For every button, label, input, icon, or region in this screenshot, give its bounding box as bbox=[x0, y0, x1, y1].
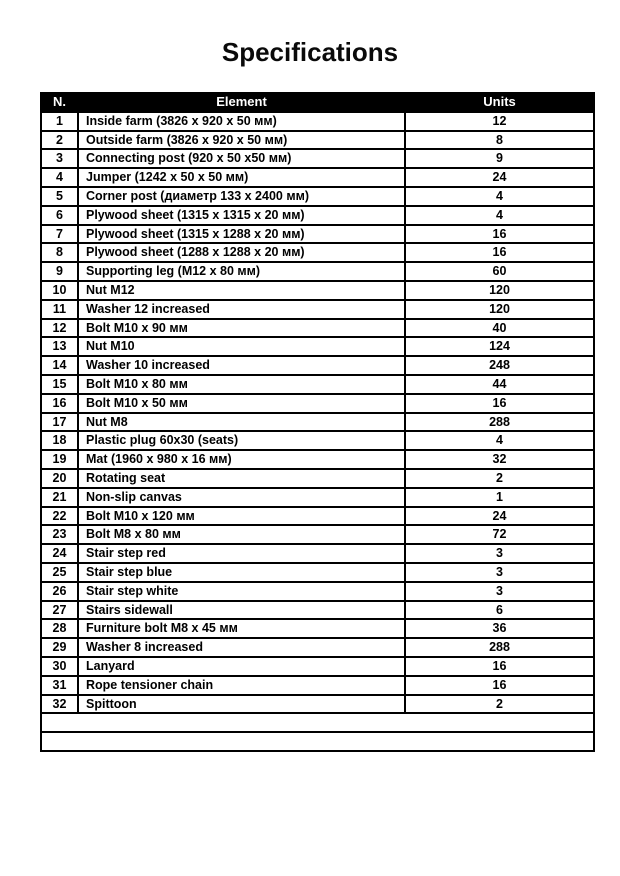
table-row bbox=[41, 281, 594, 300]
row-units-cell: 44 bbox=[405, 375, 594, 394]
table-row bbox=[41, 619, 594, 638]
table-row bbox=[41, 676, 594, 695]
row-number-cell: 22 bbox=[41, 507, 78, 526]
row-element-cell: Stair step blue bbox=[78, 563, 405, 582]
row-units-cell: 3 bbox=[405, 582, 594, 601]
row-units-cell: 32 bbox=[405, 450, 594, 469]
row-element-cell: Inside farm (3826 x 920 x 50 мм) bbox=[78, 112, 405, 131]
row-number-cell: 6 bbox=[41, 206, 78, 225]
row-element-cell: Nut M10 bbox=[78, 337, 405, 356]
row-units-cell: 12 bbox=[405, 112, 594, 131]
table-row bbox=[41, 168, 594, 187]
row-number-cell: 13 bbox=[41, 337, 78, 356]
row-units-cell: 8 bbox=[405, 131, 594, 150]
row-element-cell: Nut M8 bbox=[78, 413, 405, 432]
row-element-cell: Mat (1960 x 980 x 16 мм) bbox=[78, 450, 405, 469]
specifications-table bbox=[40, 92, 595, 752]
table-row bbox=[41, 695, 594, 714]
row-number-cell: 17 bbox=[41, 413, 78, 432]
row-units-cell: 1 bbox=[405, 488, 594, 507]
table-row bbox=[41, 582, 594, 601]
row-element-cell: Stairs sidewall bbox=[78, 601, 405, 620]
row-number-cell: 3 bbox=[41, 149, 78, 168]
table-row bbox=[41, 356, 594, 375]
row-number-cell: 19 bbox=[41, 450, 78, 469]
row-number-cell: 7 bbox=[41, 225, 78, 244]
row-number-cell: 29 bbox=[41, 638, 78, 657]
empty-row bbox=[41, 732, 594, 751]
row-element-cell: Bolt M10 x 80 мм bbox=[78, 375, 405, 394]
row-number-cell: 31 bbox=[41, 676, 78, 695]
row-element-cell: Bolt M8 x 80 мм bbox=[78, 525, 405, 544]
row-units-cell: 9 bbox=[405, 149, 594, 168]
table-row bbox=[41, 469, 594, 488]
row-element-cell: Lanyard bbox=[78, 657, 405, 676]
column-header-element: Element bbox=[78, 93, 405, 112]
table-row bbox=[41, 544, 594, 563]
row-number-cell: 14 bbox=[41, 356, 78, 375]
row-element-cell: Plywood sheet (1315 x 1315 x 20 мм) bbox=[78, 206, 405, 225]
table-row bbox=[41, 149, 594, 168]
row-units-cell: 4 bbox=[405, 431, 594, 450]
table-row bbox=[41, 243, 594, 262]
row-number-cell: 28 bbox=[41, 619, 78, 638]
table-row bbox=[41, 375, 594, 394]
table-row bbox=[41, 206, 594, 225]
table-header bbox=[41, 93, 594, 112]
row-number-cell: 25 bbox=[41, 563, 78, 582]
row-units-cell: 40 bbox=[405, 319, 594, 338]
table-row bbox=[41, 525, 594, 544]
table-body bbox=[41, 112, 594, 751]
row-element-cell: Supporting leg (M12 x 80 мм) bbox=[78, 262, 405, 281]
row-units-cell: 3 bbox=[405, 544, 594, 563]
row-units-cell: 16 bbox=[405, 394, 594, 413]
row-number-cell: 21 bbox=[41, 488, 78, 507]
row-units-cell: 24 bbox=[405, 168, 594, 187]
row-number-cell: 12 bbox=[41, 319, 78, 338]
row-number-cell: 30 bbox=[41, 657, 78, 676]
table-row bbox=[41, 507, 594, 526]
row-number-cell: 10 bbox=[41, 281, 78, 300]
row-element-cell: Stair step red bbox=[78, 544, 405, 563]
table-row bbox=[41, 638, 594, 657]
row-units-cell: 24 bbox=[405, 507, 594, 526]
row-units-cell: 4 bbox=[405, 187, 594, 206]
row-units-cell: 16 bbox=[405, 225, 594, 244]
row-element-cell: Plastic plug 60x30 (seats) bbox=[78, 431, 405, 450]
row-units-cell: 6 bbox=[405, 601, 594, 620]
table-row bbox=[41, 337, 594, 356]
row-element-cell: Rotating seat bbox=[78, 469, 405, 488]
row-units-cell: 16 bbox=[405, 657, 594, 676]
row-element-cell: Washer 8 increased bbox=[78, 638, 405, 657]
row-element-cell: Connecting post (920 x 50 x50 мм) bbox=[78, 149, 405, 168]
row-units-cell: 288 bbox=[405, 638, 594, 657]
row-element-cell: Non-slip canvas bbox=[78, 488, 405, 507]
row-number-cell: 16 bbox=[41, 394, 78, 413]
row-number-cell: 4 bbox=[41, 168, 78, 187]
table-row bbox=[41, 112, 594, 131]
row-units-cell: 248 bbox=[405, 356, 594, 375]
table-row bbox=[41, 601, 594, 620]
table-row bbox=[41, 431, 594, 450]
row-element-cell: Spittoon bbox=[78, 695, 405, 714]
header-row bbox=[41, 93, 594, 112]
row-element-cell: Washer 10 increased bbox=[78, 356, 405, 375]
row-element-cell: Furniture bolt M8 x 45 мм bbox=[78, 619, 405, 638]
row-element-cell: Bolt M10 x 50 мм bbox=[78, 394, 405, 413]
row-element-cell: Stair step white bbox=[78, 582, 405, 601]
row-element-cell: Plywood sheet (1315 x 1288 x 20 мм) bbox=[78, 225, 405, 244]
row-units-cell: 60 bbox=[405, 262, 594, 281]
row-number-cell: 18 bbox=[41, 431, 78, 450]
row-element-cell: Jumper (1242 x 50 x 50 мм) bbox=[78, 168, 405, 187]
row-number-cell: 9 bbox=[41, 262, 78, 281]
table-row bbox=[41, 563, 594, 582]
empty-row bbox=[41, 713, 594, 732]
row-number-cell: 11 bbox=[41, 300, 78, 319]
row-units-cell: 36 bbox=[405, 619, 594, 638]
table-row bbox=[41, 657, 594, 676]
table-row bbox=[41, 488, 594, 507]
row-units-cell: 2 bbox=[405, 695, 594, 714]
row-number-cell: 32 bbox=[41, 695, 78, 714]
row-units-cell: 72 bbox=[405, 525, 594, 544]
table-row bbox=[41, 394, 594, 413]
column-header-units: Units bbox=[405, 93, 594, 112]
row-units-cell: 4 bbox=[405, 206, 594, 225]
table-row bbox=[41, 187, 594, 206]
row-units-cell: 2 bbox=[405, 469, 594, 488]
row-element-cell: Rope tensioner chain bbox=[78, 676, 405, 695]
table-row bbox=[41, 262, 594, 281]
row-number-cell: 27 bbox=[41, 601, 78, 620]
row-element-cell: Outside farm (3826 x 920 x 50 мм) bbox=[78, 131, 405, 150]
table-row bbox=[41, 413, 594, 432]
row-element-cell: Washer 12 increased bbox=[78, 300, 405, 319]
row-number-cell: 23 bbox=[41, 525, 78, 544]
row-number-cell: 26 bbox=[41, 582, 78, 601]
table-row bbox=[41, 300, 594, 319]
row-units-cell: 3 bbox=[405, 563, 594, 582]
row-units-cell: 288 bbox=[405, 413, 594, 432]
table-row bbox=[41, 450, 594, 469]
row-element-cell: Plywood sheet (1288 x 1288 x 20 мм) bbox=[78, 243, 405, 262]
page-title: Specifications bbox=[221, 37, 399, 67]
row-units-cell: 120 bbox=[405, 300, 594, 319]
row-element-cell: Bolt M10 x 120 мм bbox=[78, 507, 405, 526]
table-row bbox=[41, 319, 594, 338]
row-number-cell: 15 bbox=[41, 375, 78, 394]
row-element-cell: Corner post (диаметр 133 x 2400 мм) bbox=[78, 187, 405, 206]
empty-cell bbox=[41, 713, 594, 732]
row-number-cell: 8 bbox=[41, 243, 78, 262]
table-row bbox=[41, 131, 594, 150]
empty-cell bbox=[41, 732, 594, 751]
row-element-cell: Nut M12 bbox=[78, 281, 405, 300]
row-number-cell: 5 bbox=[41, 187, 78, 206]
column-header-n: N. bbox=[41, 93, 78, 112]
row-units-cell: 120 bbox=[405, 281, 594, 300]
row-units-cell: 16 bbox=[405, 243, 594, 262]
row-element-cell: Bolt M10 x 90 мм bbox=[78, 319, 405, 338]
row-number-cell: 2 bbox=[41, 131, 78, 150]
row-units-cell: 124 bbox=[405, 337, 594, 356]
row-number-cell: 20 bbox=[41, 469, 78, 488]
row-number-cell: 1 bbox=[41, 112, 78, 131]
row-units-cell: 16 bbox=[405, 676, 594, 695]
row-number-cell: 24 bbox=[41, 544, 78, 563]
table-row bbox=[41, 225, 594, 244]
